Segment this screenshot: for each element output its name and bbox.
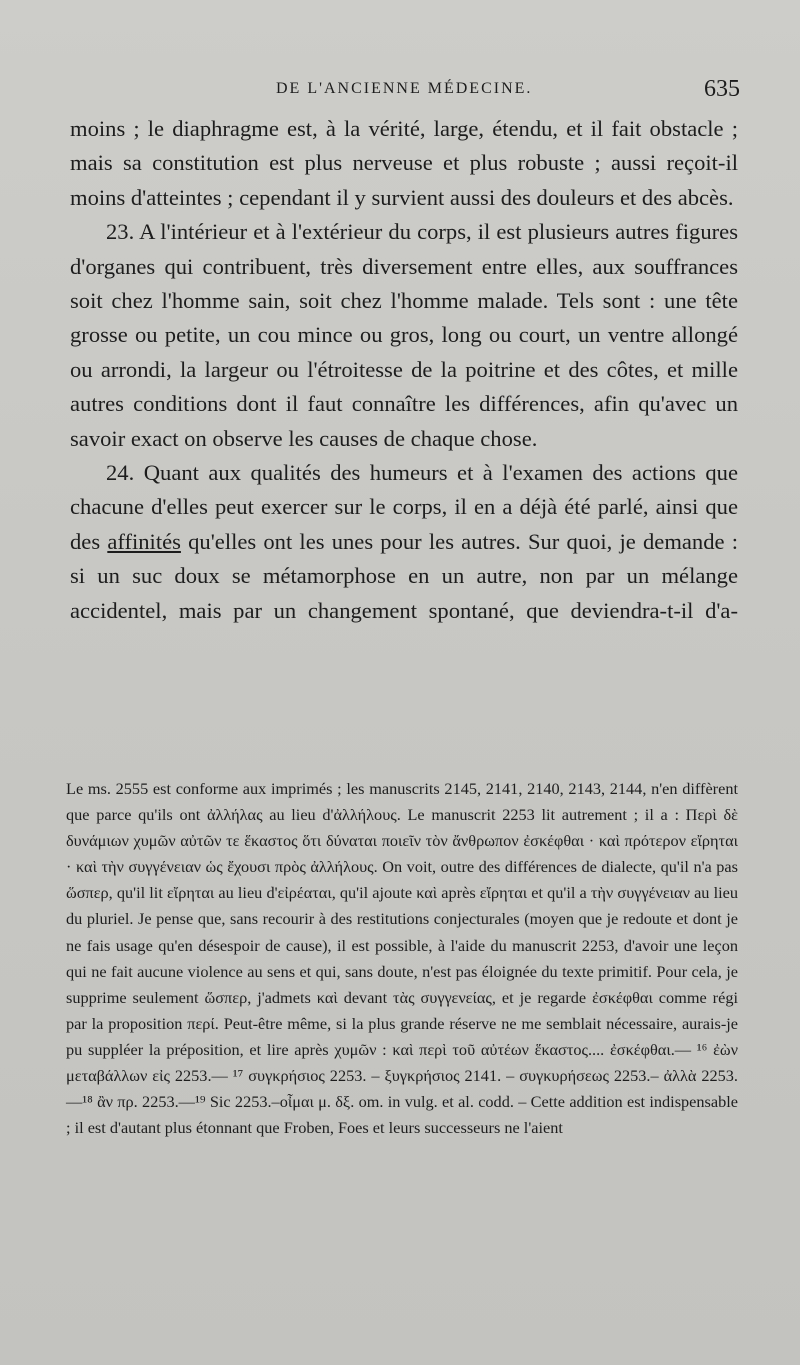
- paragraph-23-text: A l'intérieur et à l'extérieur du corps, il est plusieurs autres figures d'organes qui contribuent, très diversement entre elles, aux souffrances soit chez l'homme sain, soit chez l'homme malade. Tels sont : une tête grosse ou petite, un cou mince ou gros, long ou court, un ventre allongé ou arrondi, la largeur ou l'étroitesse de la poitrine et des côtes, et mille autres conditions dont il faut connaître les différences, afin qu'avec un savoir exact on observe les causes de chaque chose.: [70, 219, 738, 451]
- paragraph-24: [70, 456, 738, 628]
- running-head: [240, 76, 740, 106]
- footnote-text: Le ms. 2555 est conforme aux imprimés ; les manuscrits 2145, 2141, 2140, 2143, 2144, n'en diffèrent que parce qu'ils ont ἀλλήλας au lieu d'ἀλλήλους. Le manuscrit 2253 lit autrement ; il a : Περὶ δὲ δυνάμιων χυμῶν αὐτῶν τε ἕκαστος ὅτι δύναται ποιεῖν τὸν ἄνθρωπον ἐσκέφθαι · καὶ πρότερον εἴρηται · καὶ τὴν συγγένειαν ὡς ἔχουσι πρὸς ἀλλήλους. On voit, outre des différences de dialecte, qu'il n'a pas ὥσπερ, qu'il lit εἴρηται au lieu d'εἰρέαται, qu'il ajoute καὶ après εἴρηται et qu'il a τὴν συγγένειαν au lieu du pluriel. Je pense que, sans recourir à des restitutions conjecturales (moyen que je redoute et dont je ne fais usage qu'en désespoir de cause), il est possible, à l'aide du manuscrit 2253, d'avoir une leçon qui ne fait aucune violence au sens et qui, sans doute, n'est pas éloignée du texte primitif. Pour cela, je supprime seulement ὥσπερ, j'admets καὶ devant τὰς συγγενείας, et je regarde ἐσκέφθαι comme régi par la proposition περί. Peut-être même, si la plus grande réserve ne me semblait nécessaire, aurais-je pu suppléer la préposition, et lire après χυμῶν : καὶ περὶ τοῦ αὐτέων ἕκαστος.... ἐσκέφθαι.— ¹⁶ ἐὼν μεταβάλλων εἰς 2253.— ¹⁷ συγκρήσιος 2253. – ξυγκρήσιος 2141. – συγκυρήσεως 2253.– ἀλλὰ 2253.—¹⁸ ἂν πρ. 2253.—¹⁹ Sic 2253.–οἶμαι μ. δξ. om. in vulg. et al. codd. – Cette addition est indispensable ; il est d'autant plus étonnant que Froben, Foes et leurs successeurs ne l'aient: [66, 779, 738, 1138]
- underlined-word: affinités: [107, 528, 181, 554]
- page-number: 635: [704, 76, 740, 102]
- main-text: [70, 112, 738, 628]
- paragraph-24-text-a: Quant aux qualités des humeurs et à l'examen des actions que chacune d'elles peut exercer sur le corps, il en a déjà été parlé, ainsi que des: [70, 460, 738, 554]
- paragraph-continued: moins ; le diaphragme est, à la vérité, large, étendu, et il fait obstacle ; mais sa constitution est plus nerveuse et plus robuste ; aussi reçoit-il moins d'atteintes ; cependant il y survient aussi des douleurs et des abcès.: [70, 116, 738, 210]
- footnotes: [66, 776, 738, 1141]
- paragraph-24-text-b: qu'elles ont les unes pour les autres. Sur quoi, je demande : si un suc doux se métamorphose en un autre, non par un mélange accidentel, mais par un changement spontané, que deviendra-t-il d'a-: [70, 528, 738, 623]
- paragraph-23: [70, 215, 738, 456]
- running-title: DE L'ANCIENNE MÉDECINE.: [276, 80, 533, 97]
- section-number-24: 24.: [106, 460, 135, 486]
- section-number-23: 23.: [106, 219, 135, 245]
